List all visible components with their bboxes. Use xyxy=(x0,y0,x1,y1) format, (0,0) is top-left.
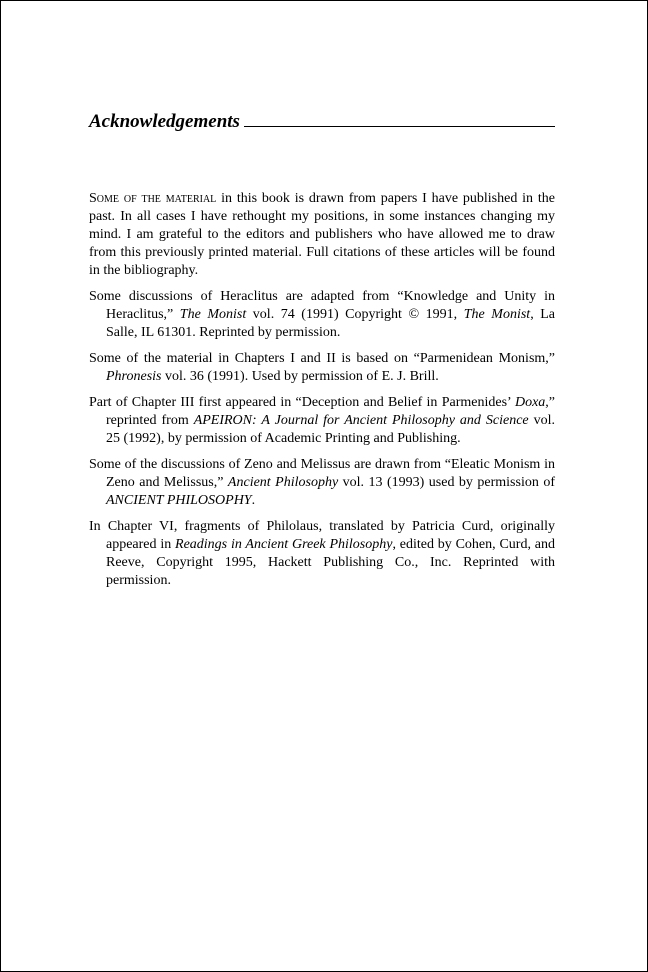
intro-text: in this book is drawn from papers I have published in the past. In all cases I have rethought my positions, in some instances changing my mind. I am grateful to the editors and publishers who have allowed me to draw from this previously printed material. Full citations of these articles will be found in the bibliography. xyxy=(89,191,555,278)
entry-text: , La Salle, IL 61301. Reprinted by permission. xyxy=(106,307,556,340)
citation-entry-zeno-melissus xyxy=(89,456,555,510)
journal-title: Ancient Philosophy xyxy=(227,475,339,490)
citation-entry-heraclitus xyxy=(89,288,555,342)
entry-text: Part of Chapter III first appeared in “Deception and Belief in Parmenides’ xyxy=(89,395,515,410)
entry-text: vol. 13 (1993) used by permission of xyxy=(338,475,555,490)
citation-entry-philolaus xyxy=(89,518,555,590)
entry-text: In Chapter VI, fragments of Philolaus, translated by Patricia Curd, originally appeared in xyxy=(89,519,555,552)
entry-text: . xyxy=(251,493,256,508)
citation-entry-doxa xyxy=(89,394,555,448)
journal-title: APEIRON: A Journal for Ancient Philosophy and Science xyxy=(193,413,529,428)
body-text xyxy=(89,190,555,598)
section-heading xyxy=(89,107,555,133)
citation-entry-parmenides xyxy=(89,350,555,386)
book-title: Readings in Ancient Greek Philosophy xyxy=(175,537,393,552)
entry-text: Some of the material in Chapters I and II is based on “Parmenidean Monism,” xyxy=(89,351,555,366)
intro-smallcaps: Some of the material xyxy=(89,191,217,206)
journal-title: The Monist xyxy=(463,307,531,322)
entry-text: ,” reprinted from xyxy=(106,395,555,428)
entry-text: Some of the discussions of Zeno and Melissus are drawn from “Eleatic Monism in Zeno and Melissus,” xyxy=(89,457,555,490)
work-title: Doxa xyxy=(514,395,546,410)
intro-paragraph xyxy=(89,190,555,280)
page-title: Acknowledgements xyxy=(89,111,240,132)
entry-text: , edited by Cohen, Curd, and Reeve, Copyright 1995, Hackett Publishing Co., Inc. Reprinted with permission. xyxy=(106,537,555,588)
entry-text: vol. 25 (1992), by permission of Academic Printing and Publishing. xyxy=(106,413,555,446)
entry-text: Some discussions of Heraclitus are adapted from “Knowledge and Unity in Heraclitus,” xyxy=(89,289,555,322)
heading-rule xyxy=(244,126,555,127)
journal-title: The Monist xyxy=(179,307,247,322)
journal-title: ANCIENT PHILOSOPHY xyxy=(106,493,252,508)
entry-text: vol. 74 (1991) Copyright © 1991, xyxy=(246,307,464,322)
entry-text: vol. 36 (1991). Used by permission of E. J. Brill. xyxy=(161,369,439,384)
journal-title: Phronesis xyxy=(106,369,162,384)
